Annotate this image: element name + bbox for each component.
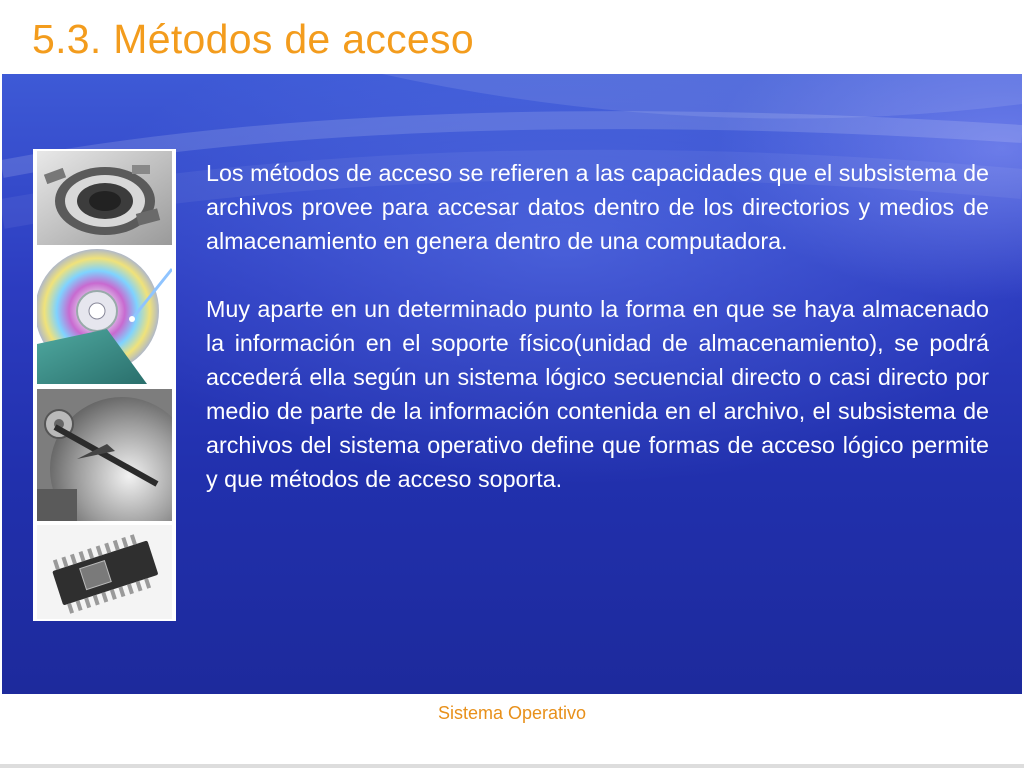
image-strip: [33, 149, 176, 621]
hard-drive-image: [37, 389, 172, 521]
bottom-divider: [0, 764, 1024, 768]
paragraph-1: Los métodos de acceso se refieren a las capacidades que el subsistema de archivos provee para accesar datos dentro de los directorios y medios de almacenamiento en genera dentro de una computadora.: [206, 160, 989, 254]
body-text: [206, 156, 989, 496]
content-panel: [2, 74, 1022, 694]
optical-disc-image: [37, 249, 172, 384]
memory-chip-image: [37, 525, 172, 619]
paragraph-2: Muy aparte en un determinado punto la forma en que se haya almacenado la información en el soporte físico(unidad de almacenamiento), se podrá accederá ella según un sistema lógico secuencial directo o casi directo por medio de parte de la información contenida en el archivo, el subsistema de archivos del sistema operativo define que formas de acceso lógico permite y que métodos de acceso soporta.: [206, 296, 989, 492]
disk-drive-motor-image: [37, 151, 172, 245]
footer-text: Sistema Operativo: [437, 703, 587, 723]
slide-title: 5.3. Métodos de acceso: [32, 16, 474, 62]
